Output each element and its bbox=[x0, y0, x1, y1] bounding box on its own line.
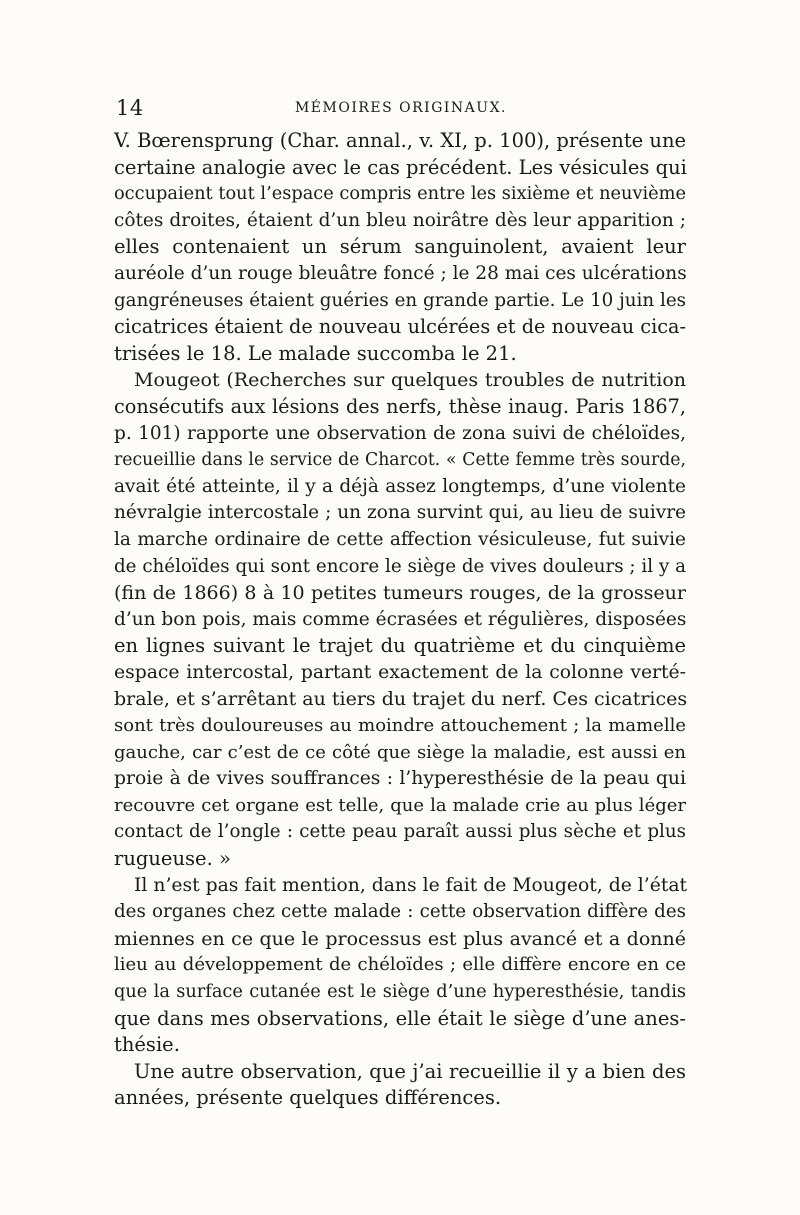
text-line: que la surface cutanée est le siège d’une hyperesthésie, tandis bbox=[114, 982, 686, 1002]
text-line: la marche ordinaire de cette affection vésiculeuse, fut suivie bbox=[114, 528, 686, 550]
text-line: recouvre cet organe est telle, que la malade crie au plus léger bbox=[114, 794, 686, 816]
paragraph-mougeot bbox=[114, 367, 686, 872]
text-line: sont très douloureuses au moindre attouchement ; la mamelle bbox=[114, 715, 686, 737]
text-line: d’un bon pois, mais comme écrasées et régulières, disposées bbox=[114, 608, 687, 630]
page-header bbox=[116, 96, 686, 126]
text-line: thésie. bbox=[114, 1033, 180, 1057]
text-line: Il n’est pas fait mention, dans le fait de Mougeot, de l’état bbox=[134, 874, 688, 896]
text-line: contact de l’ongle : cette peau paraît aussi plus sèche et plus bbox=[114, 821, 686, 843]
text-line: recueillie dans le service de Charcot. « Cette femme très sourde, bbox=[114, 450, 686, 471]
text-line: gangréneuses étaient guéries en grande partie. Le 10 juin les bbox=[114, 289, 686, 311]
text-line: espace intercostal, partant exactement de la colonne verté- bbox=[114, 661, 686, 683]
text-line: auréole d’un rouge bleuâtre foncé ; le 28 mai ces ulcérations bbox=[114, 262, 687, 284]
text-line: avait été atteinte, il y a déjà assez longtemps, d’une violente bbox=[114, 475, 686, 497]
running-title: MÉMOIRES ORIGINAUX. bbox=[294, 100, 508, 116]
text-line: cicatrices étaient de nouveau ulcérées et de nouveau cica- bbox=[114, 315, 686, 339]
text-line: rugueuse. » bbox=[114, 847, 231, 871]
text-line: Une autre observation, que j’ai recueillie il y a bien des bbox=[134, 1059, 686, 1083]
paragraph-another-observation bbox=[114, 1059, 686, 1112]
paragraph-comparison bbox=[114, 873, 686, 1059]
text-line: côtes droites, étaient d’un bleu noirâtre dès leur apparition ; bbox=[114, 209, 686, 231]
text-line: névralgie intercostale ; un zona survint qui, au lieu de suivre bbox=[114, 502, 686, 524]
text-line: de chéloïdes qui sont encore le siège de vives douleurs ; il y a bbox=[114, 555, 686, 577]
text-line: occupaient tout l’espace compris entre les sixième et neuvième bbox=[114, 184, 686, 205]
text-line: certaine analogie avec le cas précédent. Les vésicules qui bbox=[114, 155, 687, 179]
text-line: années, présente quelques différences. bbox=[114, 1086, 502, 1110]
text-line: consécutifs aux lésions des nerfs, thèse inaug. Paris 1867, bbox=[114, 394, 686, 418]
text-line: miennes en ce que le processus est plus avancé et a donné bbox=[114, 927, 686, 950]
text-line: brale, et s’arrêtant au tiers du trajet du nerf. Ces cicatrices bbox=[114, 688, 688, 711]
text-line: V. Bœrensprung (Char. annal., v. XI, p. 100), présente une bbox=[114, 129, 687, 152]
text-line: (fin de 1866) 8 à 10 petites tumeurs rouges, de la grosseur bbox=[114, 582, 686, 605]
text-line: lieu au développement de chéloïdes ; elle diffère encore en ce bbox=[114, 954, 686, 976]
text-line: Mougeot (Recherches sur quelques troubles de nutrition bbox=[134, 369, 686, 392]
text-line: proie à de vives souffrances : l’hyperesthésie de la peau qui bbox=[114, 768, 686, 790]
body-text bbox=[114, 128, 686, 1112]
text-line: p. 101) rapporte une observation de zona suivi de chéloïdes, bbox=[114, 422, 686, 444]
text-line: en lignes suivant le trajet du quatrième et du cinquième bbox=[114, 634, 686, 658]
page-number: 14 bbox=[116, 96, 144, 120]
text-line: des organes chez cette malade : cette observation diffère des bbox=[114, 901, 686, 923]
text-line: gauche, car c’est de ce côté que siège la maladie, est aussi en bbox=[114, 741, 686, 763]
text-line: que dans mes observations, elle était le siège d’une anes- bbox=[114, 1006, 686, 1030]
text-line: trisées le 18. Le malade succomba le 21. bbox=[114, 341, 517, 365]
paragraph-boerensprung bbox=[114, 128, 686, 367]
text-line: elles contenaient un sérum sanguinolent, avaient leur bbox=[114, 235, 686, 259]
